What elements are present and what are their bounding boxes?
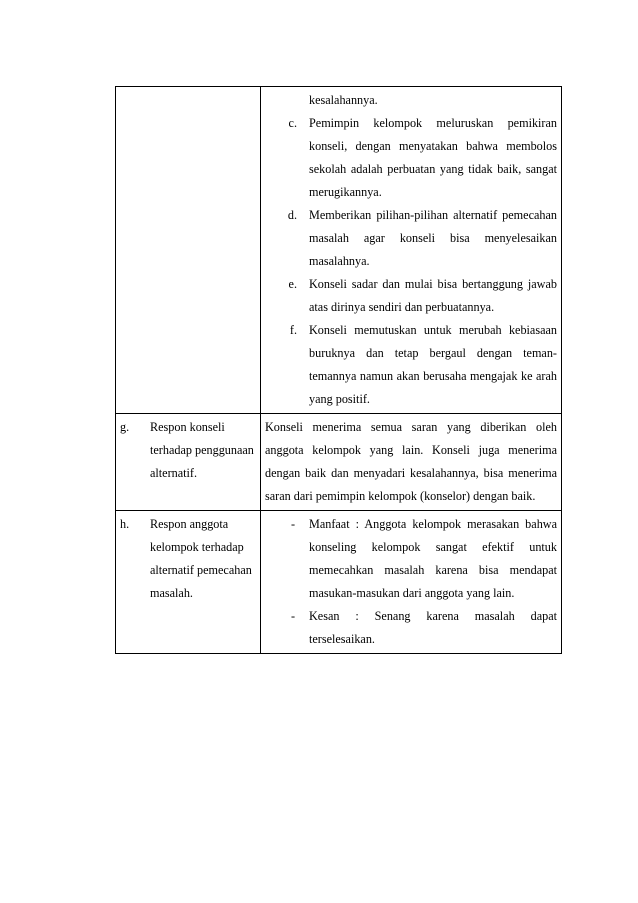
- row-label-cell: [116, 414, 261, 511]
- list-item-text: Pemimpin kelompok meluruskan pemikiran konseli, dengan menyatakan bahwa membolos sekolah adalah perbuatan yang tidak baik, sangat merugikannya.: [309, 116, 557, 199]
- continuation-text: kesalahannya.: [309, 93, 378, 107]
- row-label-cell: [116, 511, 261, 654]
- counseling-table: [115, 86, 562, 654]
- list-item: [265, 273, 557, 319]
- row-content-cell: [261, 87, 562, 414]
- list-item: [265, 112, 557, 204]
- list-item-text: Konseli memutuskan untuk merubah kebiasaan buruknya dan tetap bergaul dengan teman-temannya namun akan berusaha mengajak ke arah yang positif.: [309, 323, 557, 406]
- dash-marker: -: [290, 609, 296, 623]
- dash-marker: -: [290, 517, 296, 531]
- table-row: [116, 511, 562, 654]
- list-marker: f.: [289, 323, 297, 337]
- list-item: [265, 204, 557, 273]
- table-row: [116, 414, 562, 511]
- row-paragraph: Konseli menerima semua saran yang diberikan oleh anggota kelompok yang lain. Konseli juga menerima dengan baik dan menyadari kesalahannya, bisa menerima saran dari pemimpin kelompok (konselor) dengan baik.: [265, 420, 557, 503]
- table-row: [116, 87, 562, 414]
- row-label: Respon konseli terhadap penggunaan alternatif.: [150, 420, 254, 480]
- list-marker: e.: [288, 277, 297, 291]
- row-label-cell: [116, 87, 261, 414]
- row-label: Respon anggota kelompok terhadap alternatif pemecahan masalah.: [150, 517, 252, 600]
- list-item: [265, 605, 557, 651]
- row-content-cell: [261, 414, 562, 511]
- row-content-cell: [261, 511, 562, 654]
- row-letter: h.: [120, 517, 130, 531]
- row-letter: g.: [120, 420, 130, 434]
- list-marker: c.: [288, 116, 297, 130]
- list-item-text: Konseli sadar dan mulai bisa bertanggung jawab atas dirinya sendiri dan perbuatannya.: [309, 277, 557, 314]
- list-item-text: Memberikan pilihan-pilihan alternatif pemecahan masalah agar konseli bisa menyelesaikan masalahnya.: [309, 208, 557, 268]
- list-item: [265, 513, 557, 605]
- list-item-text: Manfaat : Anggota kelompok merasakan bahwa konseling kelompok sangat efektif untuk memecahkan masalah karena bisa mendapat masukan-masukan dari anggota yang lain.: [309, 517, 557, 600]
- list-item: [265, 319, 557, 411]
- list-item-text: Kesan : Senang karena masalah dapat terselesaikan.: [309, 609, 557, 646]
- list-marker: d.: [287, 208, 297, 222]
